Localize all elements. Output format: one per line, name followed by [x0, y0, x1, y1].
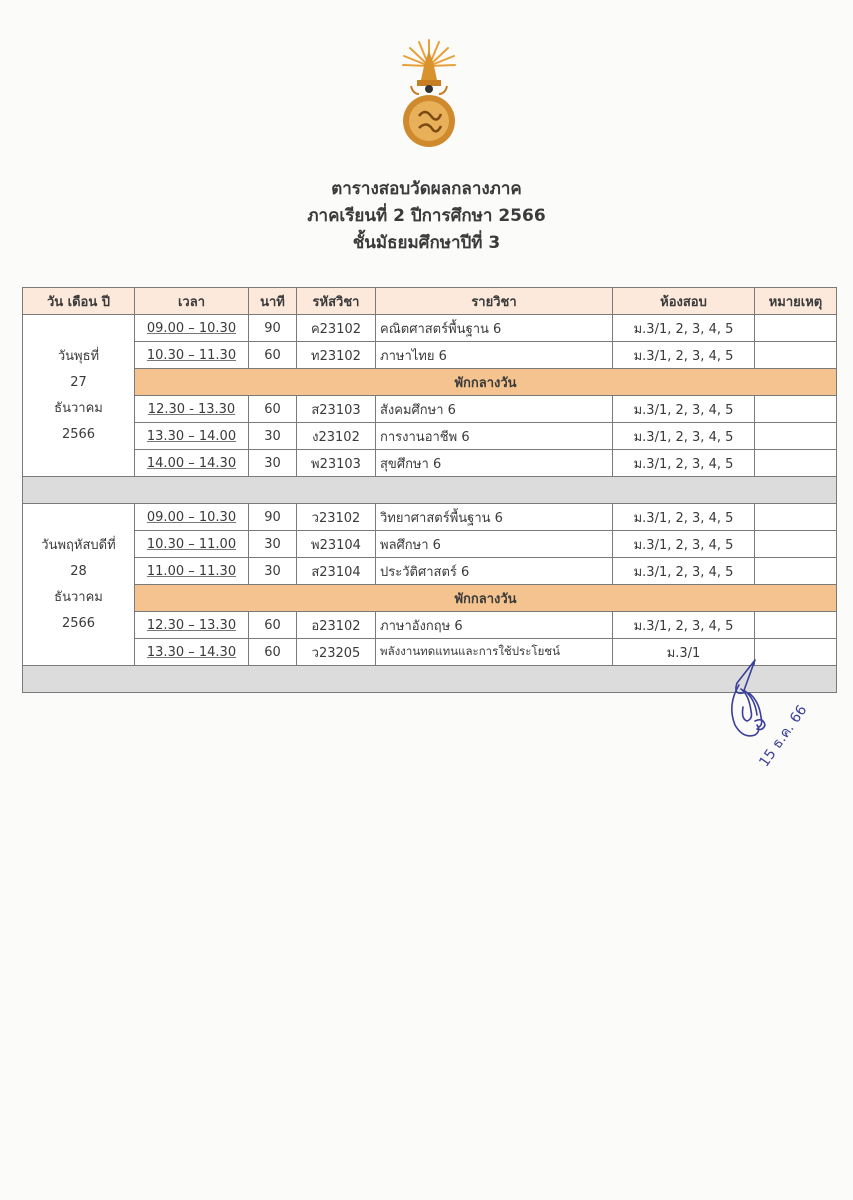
time-cell: 09.00 – 10.30 — [135, 315, 249, 342]
handwritten-signature — [725, 655, 825, 770]
table-row — [23, 504, 837, 531]
room-cell: ม.3/1, 2, 3, 4, 5 — [613, 423, 755, 450]
col-header-minutes: นาที — [249, 288, 297, 315]
minutes-cell: 90 — [249, 315, 297, 342]
table-row — [23, 342, 837, 369]
time-cell: 13.30 – 14.30 — [135, 639, 249, 666]
lunch-break-row — [23, 585, 837, 612]
day-weekday: วันพฤหัสบดีที่ — [41, 537, 116, 553]
time-cell: 11.00 – 11.30 — [135, 558, 249, 585]
exam-schedule-table — [22, 287, 837, 693]
day-year: 2566 — [61, 426, 96, 442]
code-cell: อ23102 — [297, 612, 376, 639]
note-cell — [755, 450, 837, 477]
code-cell: ง23102 — [297, 423, 376, 450]
room-cell: ม.3/1, 2, 3, 4, 5 — [613, 315, 755, 342]
table-row — [23, 396, 837, 423]
code-cell: พ23104 — [297, 531, 376, 558]
grade-title: ชั้นมัธยมศึกษาปีที่ 3 — [352, 233, 501, 253]
note-cell — [755, 342, 837, 369]
room-cell: ม.3/1, 2, 3, 4, 5 — [613, 531, 755, 558]
code-cell: ท23102 — [297, 342, 376, 369]
lunch-break-label: พักกลางวัน — [135, 585, 837, 612]
code-cell: ค23102 — [297, 315, 376, 342]
room-cell: ม.3/1, 2, 3, 4, 5 — [613, 342, 755, 369]
code-cell: ว23205 — [297, 639, 376, 666]
note-cell — [755, 558, 837, 585]
table-row — [23, 531, 837, 558]
col-header-time: เวลา — [135, 288, 249, 315]
minutes-cell: 60 — [249, 639, 297, 666]
time-cell: 10.30 – 11.30 — [135, 342, 249, 369]
code-cell: ส23103 — [297, 396, 376, 423]
table-row — [23, 612, 837, 639]
room-cell: ม.3/1, 2, 3, 4, 5 — [613, 504, 755, 531]
school-emblem-logo — [401, 36, 457, 152]
col-header-room: ห้องสอบ — [613, 288, 755, 315]
subject-cell: ประวัติศาสตร์ 6 — [376, 558, 613, 585]
time-cell: 14.00 – 14.30 — [135, 450, 249, 477]
code-cell: ส23104 — [297, 558, 376, 585]
col-header-code: รหัสวิชา — [297, 288, 376, 315]
table-row — [23, 450, 837, 477]
note-cell — [755, 504, 837, 531]
subject-cell: วิทยาศาสตร์พื้นฐาน 6 — [376, 504, 613, 531]
minutes-cell: 30 — [249, 531, 297, 558]
note-cell — [755, 396, 837, 423]
day-cell — [23, 504, 135, 666]
minutes-cell: 30 — [249, 450, 297, 477]
day-separator-row — [23, 477, 837, 504]
note-cell — [755, 423, 837, 450]
subject-cell: ภาษาไทย 6 — [376, 342, 613, 369]
subject-cell: สังคมศึกษา 6 — [376, 396, 613, 423]
table-row — [23, 639, 837, 666]
time-cell: 12.30 - 13.30 — [135, 396, 249, 423]
time-cell: 09.00 – 10.30 — [135, 504, 249, 531]
subject-cell: พลศึกษา 6 — [376, 531, 613, 558]
minutes-cell: 90 — [249, 504, 297, 531]
room-cell: ม.3/1, 2, 3, 4, 5 — [613, 612, 755, 639]
table-row — [23, 423, 837, 450]
minutes-cell: 60 — [249, 612, 297, 639]
code-cell: ว23102 — [297, 504, 376, 531]
room-cell: ม.3/1 — [613, 639, 755, 666]
day-separator-row — [23, 666, 837, 693]
table-row — [23, 558, 837, 585]
time-cell: 12.30 – 13.30 — [135, 612, 249, 639]
time-cell: 13.30 – 14.00 — [135, 423, 249, 450]
col-header-note: หมายเหตุ — [755, 288, 837, 315]
col-header-subject: รายวิชา — [376, 288, 613, 315]
room-cell: ม.3/1, 2, 3, 4, 5 — [613, 450, 755, 477]
note-cell — [755, 612, 837, 639]
table-row — [23, 315, 837, 342]
minutes-cell: 60 — [249, 342, 297, 369]
lunch-break-row — [23, 369, 837, 396]
minutes-cell: 60 — [249, 396, 297, 423]
lunch-break-label: พักกลางวัน — [135, 369, 837, 396]
time-cell: 10.30 – 11.00 — [135, 531, 249, 558]
exam-title: ตารางสอบวัดผลกลางภาค — [331, 179, 522, 199]
signature-date: 15 ธ.ค. 66 — [756, 702, 811, 770]
separator-cell — [23, 477, 837, 504]
subject-cell: คณิตศาสตร์พื้นฐาน 6 — [376, 315, 613, 342]
semester-title: ภาคเรียนที่ 2 ปีการศึกษา 2566 — [307, 206, 546, 226]
subject-cell: พลังงานทดแทนและการใช้ประโยชน์ — [376, 639, 613, 666]
separator-cell — [23, 666, 837, 693]
day-cell — [23, 315, 135, 477]
day-date: 27 — [70, 374, 87, 390]
note-cell — [755, 315, 837, 342]
subject-cell: สุขศึกษา 6 — [376, 450, 613, 477]
day-year: 2566 — [61, 615, 96, 631]
minutes-cell: 30 — [249, 558, 297, 585]
room-cell: ม.3/1, 2, 3, 4, 5 — [613, 396, 755, 423]
day-date: 28 — [70, 563, 87, 579]
room-cell: ม.3/1, 2, 3, 4, 5 — [613, 558, 755, 585]
table-header-row — [23, 288, 837, 315]
day-weekday: วันพุธที่ — [57, 348, 100, 364]
col-header-date: วัน เดือน ปี — [23, 288, 135, 315]
subject-cell: การงานอาชีพ 6 — [376, 423, 613, 450]
subject-cell: ภาษาอังกฤษ 6 — [376, 612, 613, 639]
note-cell — [755, 531, 837, 558]
document-title-block — [0, 176, 853, 257]
minutes-cell: 30 — [249, 423, 297, 450]
day-month: ธันวาคม — [54, 400, 103, 416]
day-month: ธันวาคม — [54, 589, 103, 605]
code-cell: พ23103 — [297, 450, 376, 477]
